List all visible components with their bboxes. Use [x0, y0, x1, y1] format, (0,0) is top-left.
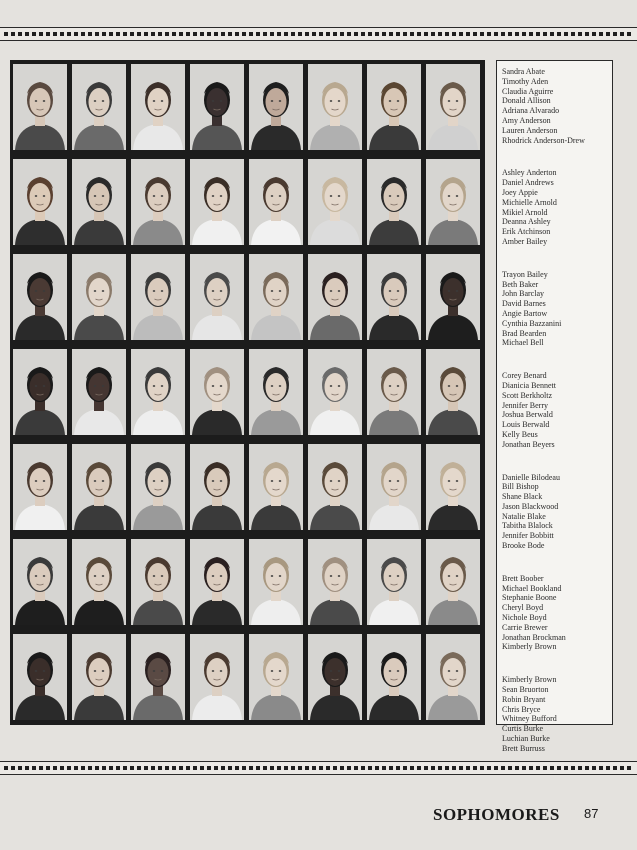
student-name: Amy Anderson: [502, 115, 551, 125]
student-portrait: [13, 539, 67, 625]
student-name: Brett Boober: [502, 573, 544, 583]
student-name: Beth Baker: [502, 279, 539, 289]
student-portrait: [131, 444, 185, 530]
student-name: Angie Bartow: [502, 308, 548, 318]
student-portrait: [426, 254, 480, 340]
student-name: Adriana Alvarado: [502, 106, 560, 116]
student-portrait: [426, 349, 480, 435]
portrait-grid: [10, 60, 485, 725]
student-portrait: [131, 64, 185, 150]
student-name: Louis Berwald: [502, 420, 550, 430]
student-name: Shane Black: [502, 492, 543, 502]
student-name: Mikiel Arnold: [502, 207, 548, 217]
student-portrait: [72, 444, 126, 530]
names-panel: [496, 60, 613, 753]
student-name: Jason Blackwood: [502, 501, 559, 511]
student-portrait: [308, 254, 362, 340]
student-name: Danielle Bilodeau: [502, 472, 560, 482]
student-portrait: [367, 64, 421, 150]
name-group: [502, 67, 612, 145]
student-name: Dianicia Bennett: [502, 380, 556, 390]
student-name: Jonathan Brockman: [502, 632, 566, 642]
student-portrait: [249, 159, 303, 245]
student-portrait: [131, 634, 185, 720]
student-portrait: [190, 159, 244, 245]
name-group: [502, 371, 612, 449]
student-portrait: [367, 539, 421, 625]
student-portrait: [190, 349, 244, 435]
decorative-border-bottom: [0, 761, 637, 775]
student-portrait: [426, 634, 480, 720]
student-name: Kimberly Brown: [502, 642, 557, 652]
student-portrait: [367, 349, 421, 435]
student-portrait: [426, 64, 480, 150]
student-portrait: [249, 444, 303, 530]
student-name: Lauren Anderson: [502, 125, 558, 135]
student-portrait: [72, 64, 126, 150]
student-name: Cheryl Boyd: [502, 603, 544, 613]
name-group: [502, 270, 612, 348]
student-portrait: [249, 64, 303, 150]
student-portrait: [308, 539, 362, 625]
student-name: Joshua Berwald: [502, 410, 553, 420]
student-portrait: [131, 539, 185, 625]
student-name: Sandra Abate: [502, 67, 545, 76]
student-portrait: [72, 349, 126, 435]
student-name: Stephanie Boone: [502, 593, 557, 603]
student-portrait: [190, 444, 244, 530]
student-portrait: [190, 634, 244, 720]
section-title: SOPHOMORES: [433, 805, 560, 824]
student-portrait: [249, 539, 303, 625]
student-portrait: [249, 349, 303, 435]
student-name: Jonathan Beyers: [502, 439, 555, 449]
student-name: Luchian Burke: [502, 734, 550, 744]
student-name: Whitney Bufford: [502, 714, 557, 724]
student-name: Kelly Beus: [502, 429, 538, 439]
student-name: Claudia Aguirre: [502, 86, 554, 96]
name-group: [502, 574, 612, 652]
student-name: Ashley Anderton: [502, 168, 557, 178]
student-name: Brad Bearden: [502, 328, 547, 338]
student-name: Chris Bryce: [502, 704, 541, 714]
student-name: Sean Bruorton: [502, 685, 549, 695]
student-portrait: [190, 254, 244, 340]
student-name: Brett Burruss: [502, 743, 545, 753]
student-portrait: [131, 254, 185, 340]
student-portrait: [308, 159, 362, 245]
name-group: [502, 675, 612, 753]
student-name: Michael Bell: [502, 338, 544, 348]
student-portrait: [426, 444, 480, 530]
name-group: [502, 168, 612, 246]
student-name: Bill Bishop: [502, 482, 539, 492]
student-name: Jennifer Bobbitt: [502, 531, 554, 541]
student-portrait: [367, 444, 421, 530]
student-portrait: [131, 159, 185, 245]
student-portrait: [249, 634, 303, 720]
student-portrait: [72, 159, 126, 245]
student-portrait: [249, 254, 303, 340]
student-portrait: [13, 634, 67, 720]
name-group: [502, 473, 612, 551]
student-name: Curtis Burke: [502, 724, 544, 734]
student-portrait: [190, 64, 244, 150]
student-portrait: [13, 159, 67, 245]
student-name: Jennifer Berry: [502, 400, 548, 410]
student-portrait: [367, 634, 421, 720]
student-name: Joey Appie: [502, 187, 538, 197]
student-name: Brooke Bode: [502, 541, 545, 551]
student-portrait: [72, 539, 126, 625]
student-name: Michielle Arnold: [502, 197, 557, 207]
student-portrait: [426, 159, 480, 245]
student-name: Michael Bookland: [502, 583, 562, 593]
student-name: Trayon Bailey: [502, 269, 548, 279]
student-portrait: [13, 254, 67, 340]
student-name: Cynthia Bazzanini: [502, 318, 562, 328]
student-name: David Barnes: [502, 299, 546, 309]
student-name: Rhodrick Anderson-Drew: [502, 135, 585, 145]
page-number: 87: [584, 806, 599, 821]
student-name: Corey Benard: [502, 371, 547, 381]
student-name: Scott Berkholtz: [502, 390, 552, 400]
student-name: Nichole Boyd: [502, 613, 547, 623]
student-portrait: [190, 539, 244, 625]
student-name: Donald Allison: [502, 96, 551, 106]
student-portrait: [13, 444, 67, 530]
student-name: Robin Bryant: [502, 694, 546, 704]
student-portrait: [72, 634, 126, 720]
student-name: Natalie Blake: [502, 511, 546, 521]
student-portrait: [308, 634, 362, 720]
student-name: Daniel Andrews: [502, 178, 554, 188]
student-name: Amber Bailey: [502, 236, 548, 246]
student-name: Kimberly Brown: [502, 675, 557, 685]
student-portrait: [308, 349, 362, 435]
student-name: Erik Atchinson: [502, 227, 551, 237]
student-portrait: [13, 64, 67, 150]
student-name: Deanna Ashley: [502, 217, 551, 227]
student-name: Timothy Aden: [502, 76, 549, 86]
student-name: John Barclay: [502, 289, 544, 299]
student-portrait: [367, 254, 421, 340]
student-portrait: [426, 539, 480, 625]
student-portrait: [13, 349, 67, 435]
decorative-border-top: [0, 27, 637, 41]
student-portrait: [72, 254, 126, 340]
student-portrait: [131, 349, 185, 435]
student-name: Tabitha Blalock: [502, 521, 553, 531]
student-portrait: [367, 159, 421, 245]
student-portrait: [308, 64, 362, 150]
student-name: Carrie Brewer: [502, 622, 548, 632]
student-portrait: [308, 444, 362, 530]
